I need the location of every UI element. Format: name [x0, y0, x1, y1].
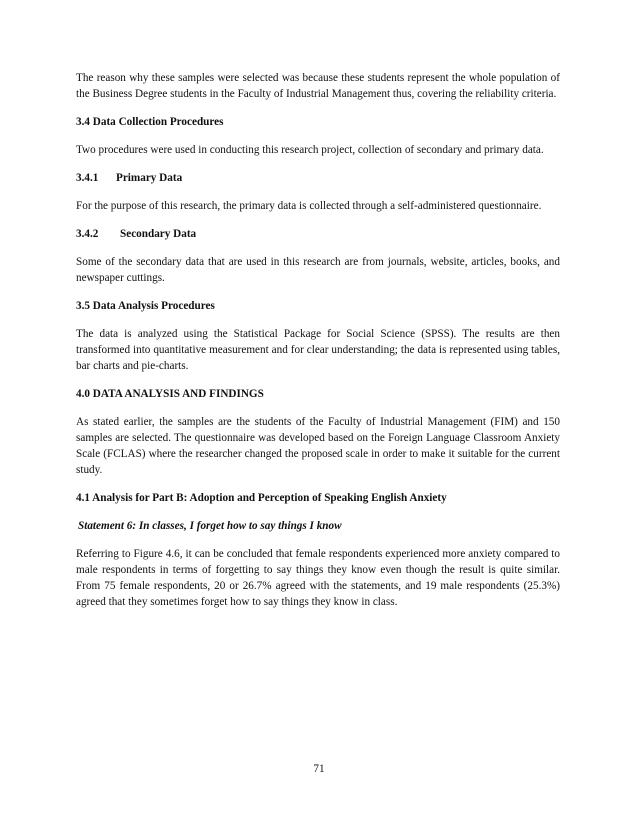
heading-data-analysis-findings: 4.0 DATA ANALYSIS AND FINDINGS	[76, 388, 264, 400]
paragraph-spss-analysis: The data is analyzed using the Statistical Package for Social Science (SPSS). The results are then transformed into quantitative measurement and for clear understanding; the data is represented using tables, bar charts and pie-charts.	[76, 328, 560, 372]
heading-secondary-data	[76, 226, 560, 242]
paragraph-samples-reason: The reason why these samples were selected was because these students represent the whole population of the Business Degree students in the Faculty of Industrial Management thus, covering the reliability criteria.	[76, 72, 560, 100]
heading-data-analysis-procedures: 3.5 Data Analysis Procedures	[76, 300, 215, 312]
document-page	[76, 70, 560, 610]
heading-secondary-data-number: 3.4.2	[76, 228, 99, 240]
heading-primary-data	[76, 170, 560, 186]
heading-analysis-part-b: 4.1 Analysis for Part B: Adoption and Perception of Speaking English Anxiety	[76, 492, 447, 504]
heading-secondary-data-title: Secondary Data	[120, 228, 197, 240]
heading-data-collection-procedures: 3.4 Data Collection Procedures	[76, 116, 224, 128]
paragraph-two-procedures: Two procedures were used in conducting this research project, collection of secondary and primary data.	[76, 144, 544, 156]
paragraph-primary-data: For the purpose of this research, the primary data is collected through a self-administered questionnaire.	[76, 200, 542, 212]
paragraph-samples-fim: As stated earlier, the samples are the students of the Faculty of Industrial Management (FIM) and 150 samples are selected. The questionnaire was developed based on the Foreign Language Classroom Anxiety Scale (FCLAS) where the researcher changed the proposed scale in order to make it suitable for the current study.	[76, 416, 560, 476]
page-number: 71	[313, 763, 325, 775]
paragraph-figure-4-6: Referring to Figure 4.6, it can be concluded that female respondents experienced more anxiety compared to male respondents in terms of forgetting to say things they know even though the result is quite similar. From 75 female respondents, 20 or 26.7% agreed with the statements, and 19 male respondents (25.3%) agreed that they sometimes forget how to say things they know in class.	[76, 548, 560, 608]
heading-primary-data-title: Primary Data	[116, 172, 183, 184]
heading-primary-data-number: 3.4.1	[76, 172, 99, 184]
paragraph-secondary-data: Some of the secondary data that are used in this research are from journals, website, articles, books, and newspaper cuttings.	[76, 256, 560, 284]
statement-6: Statement 6: In classes, I forget how to say things I know	[78, 520, 342, 532]
